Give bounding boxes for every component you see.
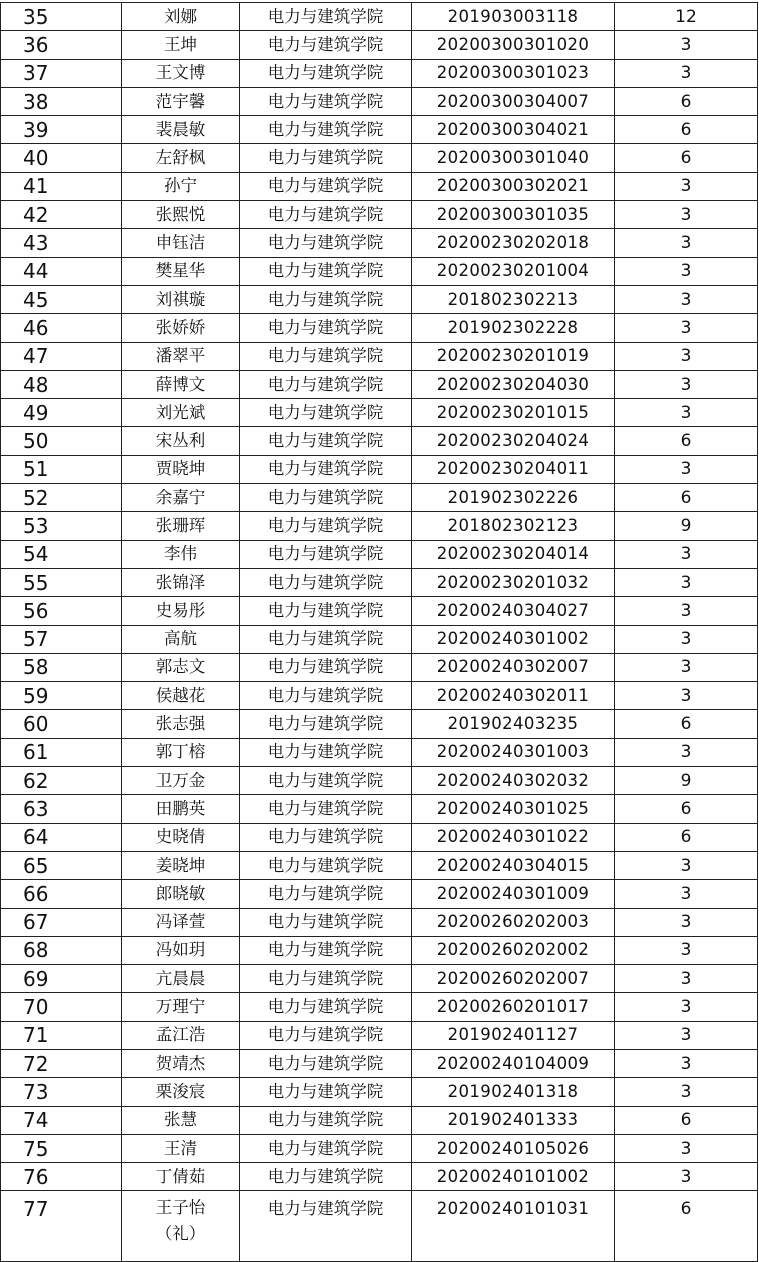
row-number-cell: 40 — [1, 144, 122, 172]
college-cell: 电力与建筑学院 — [240, 568, 412, 596]
score-cell: 3 — [615, 597, 758, 625]
table-row — [1, 795, 758, 823]
college-cell: 电力与建筑学院 — [240, 201, 412, 229]
college-cell: 电力与建筑学院 — [240, 823, 412, 851]
college-cell: 电力与建筑学院 — [240, 908, 412, 936]
score-cell: 3 — [615, 625, 758, 653]
score-cell: 6 — [615, 484, 758, 512]
student-id-cell: 20200300301035 — [412, 201, 615, 229]
student-id-cell: 20200230204030 — [412, 370, 615, 398]
table-row — [1, 625, 758, 653]
row-number-cell: 50 — [1, 427, 122, 455]
row-number-cell: 48 — [1, 370, 122, 398]
student-id-cell: 20200230201019 — [412, 342, 615, 370]
row-number-cell: 72 — [1, 1049, 122, 1077]
row-number-cell: 45 — [1, 285, 122, 313]
student-id-cell: 20200240101031 — [412, 1191, 615, 1262]
college-cell: 电力与建筑学院 — [240, 116, 412, 144]
name-cell: 张锦泽 — [122, 568, 240, 596]
college-cell: 电力与建筑学院 — [240, 484, 412, 512]
table-row — [1, 710, 758, 738]
college-cell: 电力与建筑学院 — [240, 851, 412, 879]
row-number-cell: 69 — [1, 965, 122, 993]
student-id-cell: 20200240301002 — [412, 625, 615, 653]
name-text: 王子怡 — [155, 1198, 206, 1218]
row-number-cell: 41 — [1, 172, 122, 200]
name-cell: 左舒枫 — [122, 144, 240, 172]
college-cell: 电力与建筑学院 — [240, 1134, 412, 1162]
row-number-cell: 76 — [1, 1163, 122, 1191]
score-cell: 3 — [615, 229, 758, 257]
row-number-cell: 51 — [1, 455, 122, 483]
row-number-cell: 55 — [1, 568, 122, 596]
name-cell: 贾晓坤 — [122, 455, 240, 483]
college-cell: 电力与建筑学院 — [240, 342, 412, 370]
table-row — [1, 1191, 758, 1262]
score-cell: 3 — [615, 172, 758, 200]
table-row — [1, 144, 758, 172]
name-cell: 贺靖杰 — [122, 1049, 240, 1077]
score-cell: 3 — [615, 399, 758, 427]
name-cell: 卫万金 — [122, 767, 240, 795]
student-id-cell: 201802302123 — [412, 512, 615, 540]
student-id-cell: 20200240105026 — [412, 1134, 615, 1162]
row-number-cell: 38 — [1, 87, 122, 115]
name-cell: 史易彤 — [122, 597, 240, 625]
row-number-cell: 65 — [1, 851, 122, 879]
student-id-cell: 20200240302011 — [412, 682, 615, 710]
name-cell: 余嘉宁 — [122, 484, 240, 512]
name-cell: 丁倩茹 — [122, 1163, 240, 1191]
table-row — [1, 1078, 758, 1106]
college-cell: 电力与建筑学院 — [240, 285, 412, 313]
college-cell: 电力与建筑学院 — [240, 936, 412, 964]
college-cell: 电力与建筑学院 — [240, 31, 412, 59]
row-number-cell: 66 — [1, 880, 122, 908]
college-cell: 电力与建筑学院 — [240, 965, 412, 993]
name-cell: 孙宁 — [122, 172, 240, 200]
table-row — [1, 229, 758, 257]
college-cell: 电力与建筑学院 — [240, 257, 412, 285]
table-row — [1, 427, 758, 455]
student-id-cell: 20200240304015 — [412, 851, 615, 879]
name-cell: 史晓倩 — [122, 823, 240, 851]
row-number-cell: 64 — [1, 823, 122, 851]
table-row — [1, 1106, 758, 1134]
row-number-cell: 74 — [1, 1106, 122, 1134]
student-id-cell: 20200260202007 — [412, 965, 615, 993]
score-cell: 3 — [615, 370, 758, 398]
name-cell: 孟江浩 — [122, 1021, 240, 1049]
row-number-cell: 62 — [1, 767, 122, 795]
score-cell: 3 — [615, 59, 758, 87]
name-cell: 刘光斌 — [122, 399, 240, 427]
table-row — [1, 455, 758, 483]
table-row — [1, 285, 758, 313]
student-id-cell: 20200300301020 — [412, 31, 615, 59]
college-cell: 电力与建筑学院 — [240, 314, 412, 342]
table-row — [1, 540, 758, 568]
name-cell: 张娇娇 — [122, 314, 240, 342]
row-number-cell: 67 — [1, 908, 122, 936]
college-cell: 电力与建筑学院 — [240, 172, 412, 200]
name-cell: 薛博文 — [122, 370, 240, 398]
score-cell: 6 — [615, 795, 758, 823]
student-id-cell: 20200300301023 — [412, 59, 615, 87]
table-row — [1, 767, 758, 795]
student-id-cell: 20200230201004 — [412, 257, 615, 285]
student-id-cell: 201902401318 — [412, 1078, 615, 1106]
college-cell: 电力与建筑学院 — [240, 455, 412, 483]
row-number-cell: 54 — [1, 540, 122, 568]
row-number-cell: 73 — [1, 1078, 122, 1106]
college-cell: 电力与建筑学院 — [240, 427, 412, 455]
score-cell: 6 — [615, 823, 758, 851]
table-row — [1, 370, 758, 398]
score-cell: 3 — [615, 314, 758, 342]
student-id-cell: 201902302228 — [412, 314, 615, 342]
name-cell: 李伟 — [122, 540, 240, 568]
table-row — [1, 116, 758, 144]
score-cell: 3 — [615, 908, 758, 936]
roster-table-body — [1, 3, 758, 1262]
score-cell: 3 — [615, 1049, 758, 1077]
score-cell: 6 — [615, 427, 758, 455]
student-id-cell: 20200240304027 — [412, 597, 615, 625]
name-cell: 裴晨敏 — [122, 116, 240, 144]
table-row — [1, 87, 758, 115]
student-id-cell: 201902401333 — [412, 1106, 615, 1134]
score-cell: 3 — [615, 851, 758, 879]
name-cell: 潘翠平 — [122, 342, 240, 370]
name-cell: 张熙悦 — [122, 201, 240, 229]
name-cell: 冯译萱 — [122, 908, 240, 936]
college-cell: 电力与建筑学院 — [240, 795, 412, 823]
row-number-cell: 47 — [1, 342, 122, 370]
student-id-cell: 201903003118 — [412, 3, 615, 31]
student-id-cell: 201802302213 — [412, 285, 615, 313]
table-row — [1, 993, 758, 1021]
name-cell: 樊星华 — [122, 257, 240, 285]
score-cell: 3 — [615, 568, 758, 596]
name-cell: 万理宁 — [122, 993, 240, 1021]
row-number-cell: 58 — [1, 653, 122, 681]
college-cell: 电力与建筑学院 — [240, 738, 412, 766]
student-id-cell: 20200230204011 — [412, 455, 615, 483]
table-row — [1, 908, 758, 936]
row-number-cell: 37 — [1, 59, 122, 87]
score-cell: 3 — [615, 1134, 758, 1162]
student-id-cell: 20200260202003 — [412, 908, 615, 936]
score-cell: 3 — [615, 455, 758, 483]
row-number-cell: 57 — [1, 625, 122, 653]
college-cell: 电力与建筑学院 — [240, 512, 412, 540]
score-cell: 9 — [615, 767, 758, 795]
row-number-cell: 36 — [1, 31, 122, 59]
table-row — [1, 314, 758, 342]
table-row — [1, 399, 758, 427]
student-id-cell: 201902302226 — [412, 484, 615, 512]
table-row — [1, 1163, 758, 1191]
name-cell: 王清 — [122, 1134, 240, 1162]
student-id-cell: 20200260202002 — [412, 936, 615, 964]
student-id-cell: 20200260201017 — [412, 993, 615, 1021]
score-cell: 6 — [615, 87, 758, 115]
row-number-cell: 59 — [1, 682, 122, 710]
name-cell: 郎晓敏 — [122, 880, 240, 908]
college-cell: 电力与建筑学院 — [240, 144, 412, 172]
row-number-cell: 49 — [1, 399, 122, 427]
table-row — [1, 880, 758, 908]
score-cell: 3 — [615, 201, 758, 229]
row-number-cell: 63 — [1, 795, 122, 823]
row-number-cell: 77 — [1, 1191, 122, 1262]
name-cell: 郭丁榕 — [122, 738, 240, 766]
student-id-cell: 20200240104009 — [412, 1049, 615, 1077]
score-cell: 3 — [615, 1163, 758, 1191]
student-id-cell: 20200240301022 — [412, 823, 615, 851]
student-id-cell: 201902401127 — [412, 1021, 615, 1049]
student-id-cell: 20200230204024 — [412, 427, 615, 455]
name-cell: 宋丛利 — [122, 427, 240, 455]
name-cell: 王文博 — [122, 59, 240, 87]
college-cell: 电力与建筑学院 — [240, 87, 412, 115]
college-cell: 电力与建筑学院 — [240, 3, 412, 31]
table-row — [1, 1134, 758, 1162]
name-cell: 郭志文 — [122, 653, 240, 681]
college-cell: 电力与建筑学院 — [240, 370, 412, 398]
table-row — [1, 682, 758, 710]
score-cell: 9 — [615, 512, 758, 540]
score-cell: 6 — [615, 710, 758, 738]
college-cell: 电力与建筑学院 — [240, 993, 412, 1021]
student-id-cell: 20200230204014 — [412, 540, 615, 568]
score-cell: 3 — [615, 936, 758, 964]
table-row — [1, 738, 758, 766]
score-cell: 3 — [615, 880, 758, 908]
table-row — [1, 1021, 758, 1049]
student-id-cell: 20200230201015 — [412, 399, 615, 427]
row-number-cell: 43 — [1, 229, 122, 257]
row-number-cell: 39 — [1, 116, 122, 144]
score-cell: 3 — [615, 285, 758, 313]
name-cell: 范宇馨 — [122, 87, 240, 115]
college-cell: 电力与建筑学院 — [240, 767, 412, 795]
name-cell: 田鹏英 — [122, 795, 240, 823]
table-row — [1, 59, 758, 87]
name-cell — [122, 1191, 240, 1262]
college-cell: 电力与建筑学院 — [240, 540, 412, 568]
college-cell: 电力与建筑学院 — [240, 229, 412, 257]
name-cell: 张慧 — [122, 1106, 240, 1134]
table-row — [1, 597, 758, 625]
score-cell: 3 — [615, 682, 758, 710]
student-id-cell: 20200240101002 — [412, 1163, 615, 1191]
student-id-cell: 20200300304021 — [412, 116, 615, 144]
college-cell: 电力与建筑学院 — [240, 59, 412, 87]
student-id-cell: 20200240301003 — [412, 738, 615, 766]
row-number-cell: 52 — [1, 484, 122, 512]
score-cell: 6 — [615, 1191, 758, 1262]
table-row — [1, 653, 758, 681]
row-number-cell: 70 — [1, 993, 122, 1021]
name-cell: 张志强 — [122, 710, 240, 738]
college-cell: 电力与建筑学院 — [240, 597, 412, 625]
college-cell: 电力与建筑学院 — [240, 710, 412, 738]
row-number-cell: 75 — [1, 1134, 122, 1162]
name-cell: 姜晓坤 — [122, 851, 240, 879]
score-cell: 3 — [615, 738, 758, 766]
row-number-cell: 53 — [1, 512, 122, 540]
score-cell: 3 — [615, 540, 758, 568]
table-row — [1, 851, 758, 879]
table-row — [1, 3, 758, 31]
row-number-cell: 46 — [1, 314, 122, 342]
name-cell: 高航 — [122, 625, 240, 653]
score-cell: 12 — [615, 3, 758, 31]
row-number-cell: 56 — [1, 597, 122, 625]
name-cell: 栗浚宸 — [122, 1078, 240, 1106]
row-number-cell: 35 — [1, 3, 122, 31]
student-id-cell: 20200240302032 — [412, 767, 615, 795]
score-cell: 3 — [615, 31, 758, 59]
row-number-cell: 44 — [1, 257, 122, 285]
score-cell: 3 — [615, 993, 758, 1021]
student-id-cell: 20200230201032 — [412, 568, 615, 596]
college-cell: 电力与建筑学院 — [240, 1163, 412, 1191]
name-cell: 刘祺璇 — [122, 285, 240, 313]
table-row — [1, 484, 758, 512]
table-row — [1, 31, 758, 59]
score-cell: 3 — [615, 1021, 758, 1049]
row-number-cell: 68 — [1, 936, 122, 964]
college-cell: 电力与建筑学院 — [240, 625, 412, 653]
score-cell: 3 — [615, 257, 758, 285]
row-number-cell: 60 — [1, 710, 122, 738]
student-id-cell: 20200240301009 — [412, 880, 615, 908]
row-number-cell: 71 — [1, 1021, 122, 1049]
table-row — [1, 201, 758, 229]
student-id-cell: 20200240301025 — [412, 795, 615, 823]
name-cell: 王坤 — [122, 31, 240, 59]
table-row — [1, 1049, 758, 1077]
college-cell: 电力与建筑学院 — [240, 653, 412, 681]
table-row — [1, 965, 758, 993]
table-row — [1, 342, 758, 370]
college-cell: 电力与建筑学院 — [240, 1106, 412, 1134]
student-id-cell: 20200300304007 — [412, 87, 615, 115]
score-cell: 6 — [615, 116, 758, 144]
table-row — [1, 823, 758, 851]
roster-table — [0, 2, 758, 1262]
score-cell: 3 — [615, 342, 758, 370]
name-cell: 申钰洁 — [122, 229, 240, 257]
table-row — [1, 172, 758, 200]
name-cell: 冯如玥 — [122, 936, 240, 964]
table-row — [1, 257, 758, 285]
row-number-cell: 61 — [1, 738, 122, 766]
college-cell: 电力与建筑学院 — [240, 682, 412, 710]
row-number-cell: 42 — [1, 201, 122, 229]
college-cell: 电力与建筑学院 — [240, 1049, 412, 1077]
college-cell: 电力与建筑学院 — [240, 1021, 412, 1049]
name-cell: 亢晨晨 — [122, 965, 240, 993]
name-note-text: （礼） — [155, 1224, 206, 1244]
college-cell: 电力与建筑学院 — [240, 1191, 412, 1262]
name-cell: 刘娜 — [122, 3, 240, 31]
student-id-cell: 201902403235 — [412, 710, 615, 738]
name-cell: 侯越花 — [122, 682, 240, 710]
name-cell: 张珊珲 — [122, 512, 240, 540]
student-id-cell: 20200240302007 — [412, 653, 615, 681]
student-id-cell: 20200300301040 — [412, 144, 615, 172]
college-cell: 电力与建筑学院 — [240, 880, 412, 908]
table-row — [1, 512, 758, 540]
score-cell: 3 — [615, 965, 758, 993]
score-cell: 3 — [615, 1078, 758, 1106]
score-cell: 6 — [615, 144, 758, 172]
student-id-cell: 20200300302021 — [412, 172, 615, 200]
college-cell: 电力与建筑学院 — [240, 1078, 412, 1106]
score-cell: 6 — [615, 1106, 758, 1134]
score-cell: 3 — [615, 653, 758, 681]
college-cell: 电力与建筑学院 — [240, 399, 412, 427]
table-row — [1, 936, 758, 964]
table-row — [1, 568, 758, 596]
student-id-cell: 20200230202018 — [412, 229, 615, 257]
